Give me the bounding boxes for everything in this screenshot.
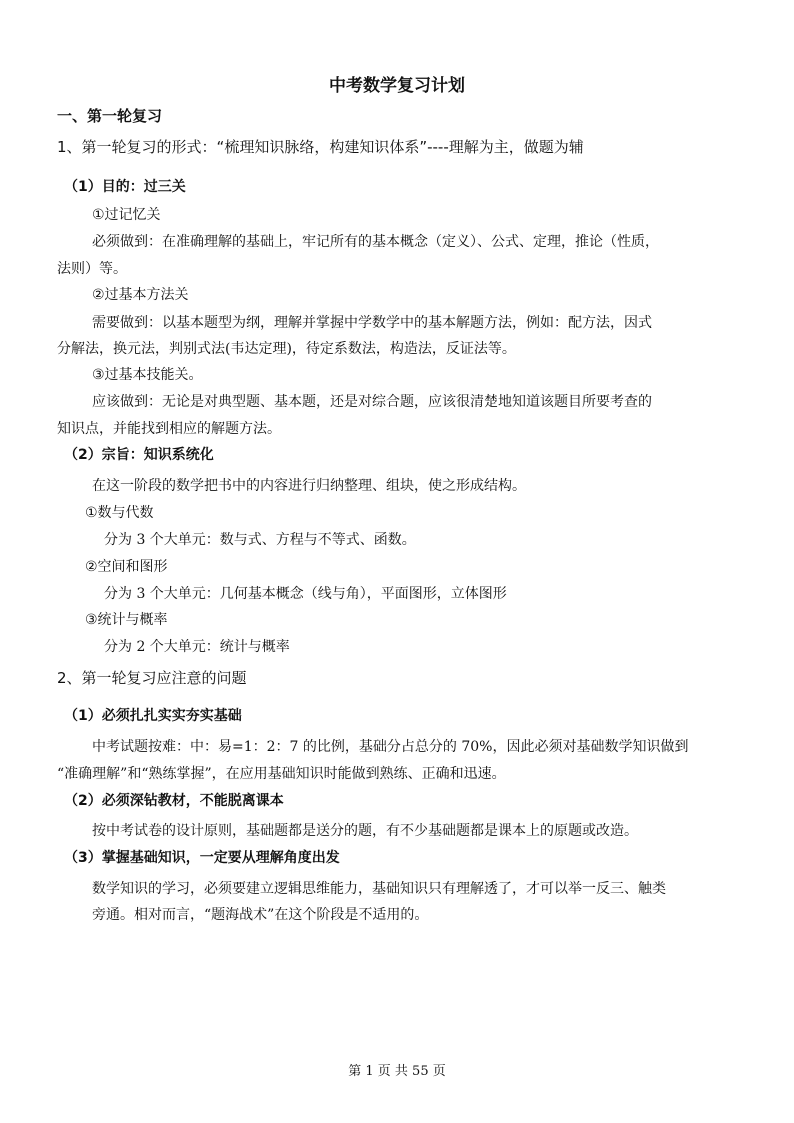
note-heading: （1）必须扎扎实实夯实基础 bbox=[64, 708, 242, 724]
paragraph-line: 数学知识的学习，必须要建立逻辑思维能力，基础知识只有理解透了，才可以举一反三、触类 bbox=[92, 881, 666, 897]
unit-description: 分为 3 个大单元：几何基本概念（线与角），平面图形，立体图形 bbox=[104, 586, 507, 602]
subsection-heading: 1、第一轮复习的形式：“梳理知识脉络，构建知识体系”----理解为主，做题为辅 bbox=[57, 138, 584, 156]
note-heading: （2）必须深钻教材，不能脱离课本 bbox=[64, 793, 284, 809]
subheading-goal: （1）目的：过三关 bbox=[64, 179, 186, 195]
pass-title: ②过基本方法关 bbox=[92, 287, 189, 303]
paragraph-line: 需要做到：以基本题型为纲，理解并掌握中学数学中的基本解题方法，例如：配方法，因式 bbox=[92, 315, 652, 331]
subheading-aim: （2）宗旨：知识系统化 bbox=[64, 447, 214, 463]
unit-title: ①数与代数 bbox=[85, 505, 154, 521]
paragraph-line: 按中考试卷的设计原则，基础题都是送分的题，有不少基础题都是课本上的原题或改造。 bbox=[92, 823, 638, 839]
paragraph-line: 必须做到：在准确理解的基础上，牢记所有的基本概念（定义）、公式、定理，推论（性质， bbox=[92, 234, 659, 250]
subsection-heading: 2、第一轮复习应注意的问题 bbox=[57, 669, 247, 687]
paragraph-line: 知识点，并能找到相应的解题方法。 bbox=[57, 421, 281, 437]
pass-title: ③过基本技能关。 bbox=[92, 367, 203, 383]
page-footer: 第 1 页 共 55 页 bbox=[348, 1064, 446, 1079]
section-heading: 一、第一轮复习 bbox=[57, 107, 163, 125]
paragraph-line: 分解法，换元法，判别式法(韦达定理)，待定系数法，构造法，反证法等。 bbox=[57, 341, 516, 357]
pass-title: ①过记忆关 bbox=[92, 207, 161, 223]
paragraph-line: 应该做到：无论是对典型题、基本题，还是对综合题，应该很清楚地知道该题目所要考查的 bbox=[92, 394, 652, 410]
paragraph-line: 法则）等。 bbox=[57, 261, 127, 277]
paragraph-line: “准确理解”和“熟练掌握”，在应用基础知识时能做到熟练、正确和迅速。 bbox=[57, 766, 506, 782]
unit-description: 分为 3 个大单元：数与式、方程与不等式、函数。 bbox=[104, 532, 416, 548]
unit-title: ③统计与概率 bbox=[85, 612, 168, 628]
paragraph-line: 中考试题按难：中：易=1：2：7 的比例，基础分占总分的 70%，因此必须对基础数学知识做到 bbox=[92, 739, 689, 755]
note-heading: （3）掌握基础知识，一定要从理解角度出发 bbox=[64, 850, 340, 866]
unit-description: 分为 2 个大单元：统计与概率 bbox=[104, 639, 290, 655]
document-title: 中考数学复习计划 bbox=[329, 76, 465, 96]
paragraph-line: 旁通。相对而言，“题海战术”在这个阶段是不适用的。 bbox=[92, 907, 429, 923]
unit-title: ②空间和图形 bbox=[85, 559, 168, 575]
paragraph-line: 在这一阶段的数学把书中的内容进行归纳整理、组块，使之形成结构。 bbox=[92, 478, 526, 494]
